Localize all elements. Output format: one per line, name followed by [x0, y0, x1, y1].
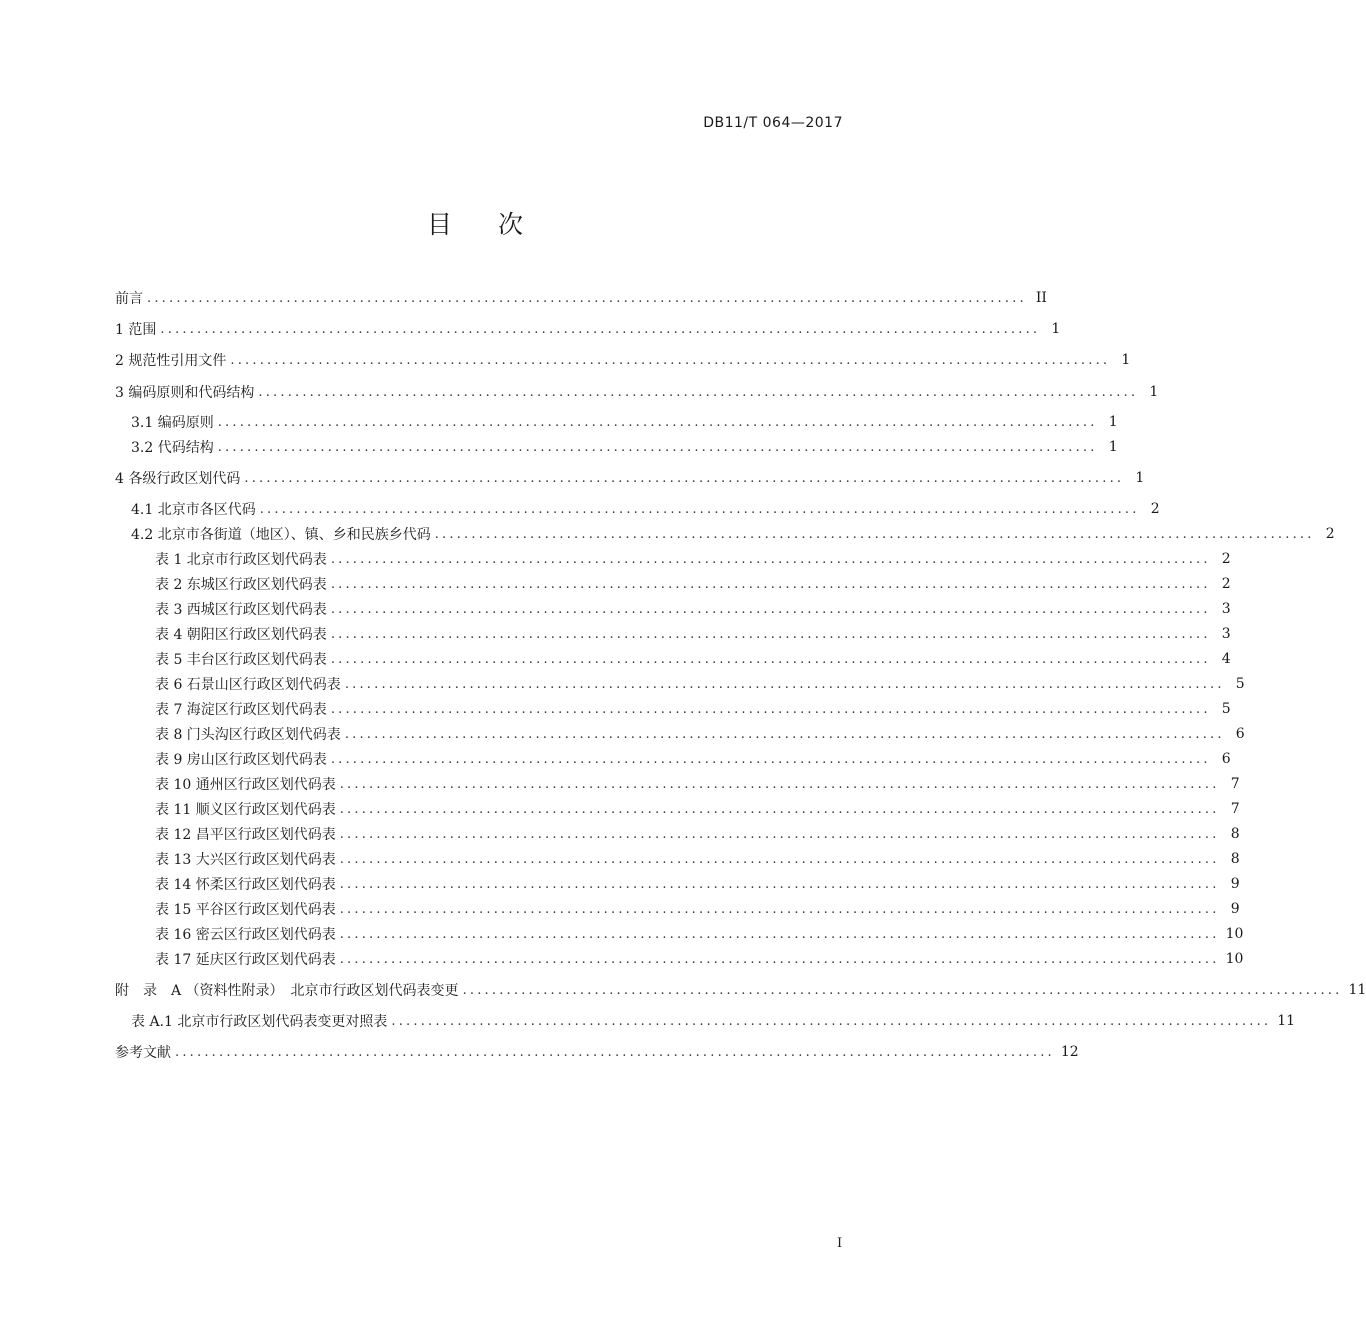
toc-entry-table-11[interactable]	[115, 797, 1240, 821]
dot-leader: ........................................................................................................................	[244, 470, 1125, 486]
toc-entry-label: 1 范围	[115, 322, 157, 338]
dot-leader: ........................................................................................................................	[339, 901, 1220, 917]
toc-entry-page: 3	[1221, 601, 1231, 617]
dot-leader: ........................................................................................................................	[344, 676, 1225, 692]
toc-entry-page: 1	[1121, 352, 1131, 368]
toc-entry-table-4[interactable]	[115, 622, 1231, 646]
toc-entry-label: 4.1 北京市各区代码	[131, 502, 256, 518]
toc-entry-page: 9	[1230, 901, 1240, 917]
dot-leader: ........................................................................................................................	[339, 801, 1220, 817]
toc-entry-label: 表 16 密云区行政区划代码表	[155, 927, 336, 943]
dot-leader: ........................................................................................................................	[344, 726, 1225, 742]
toc-entry-page: 3	[1221, 626, 1231, 642]
toc-entry-4-1[interactable]	[115, 497, 1160, 521]
title-char-1: 目	[426, 210, 452, 239]
toc-entry-table-6[interactable]	[115, 672, 1245, 696]
toc-entry-page: 2	[1325, 526, 1335, 542]
toc-entry-page: 11	[1277, 1013, 1296, 1029]
toc-entry-page: 11	[1348, 982, 1366, 998]
toc-entry-label: 3 编码原则和代码结构	[115, 385, 255, 401]
toc-entry-label: 表 8 门头沟区行政区划代码表	[155, 727, 341, 743]
dot-leader: ........................................................................................................................	[339, 851, 1220, 867]
toc-entry-page: 8	[1230, 826, 1240, 842]
toc-entry-label: 表 14 怀柔区行政区划代码表	[155, 877, 336, 893]
dot-leader: ........................................................................................................................	[230, 352, 1111, 368]
dot-leader: ........................................................................................................................	[339, 876, 1220, 892]
toc-entry-table-2[interactable]	[115, 572, 1231, 596]
toc-entry-table-16[interactable]	[115, 922, 1244, 946]
dot-leader: ........................................................................................................................	[462, 982, 1343, 998]
dot-leader: ........................................................................................................................	[160, 321, 1041, 337]
dot-leader: ........................................................................................................................	[147, 290, 1027, 306]
toc-entry-bibliography[interactable]	[115, 1040, 1079, 1064]
toc-entry-table-14[interactable]	[115, 872, 1240, 896]
toc-entry-page: 6	[1235, 726, 1245, 742]
toc-entry-label: 表 2 东城区行政区划代码表	[155, 577, 327, 593]
toc-entry-table-15[interactable]	[115, 897, 1240, 921]
toc-entry-table-9[interactable]	[115, 747, 1231, 771]
toc-entry-table-3[interactable]	[115, 597, 1231, 621]
toc-entry-scope[interactable]	[115, 317, 1061, 341]
toc-entry-page: 1	[1149, 384, 1159, 400]
toc-entry-label: 参考文献	[115, 1045, 171, 1061]
toc-entry-page: 7	[1230, 801, 1240, 817]
dot-leader: ........................................................................................................................	[391, 1013, 1272, 1029]
toc-entry-label: 表 3 西城区行政区划代码表	[155, 602, 327, 618]
dot-leader: ........................................................................................................................	[330, 576, 1211, 592]
toc-entry-label: 3.1 编码原则	[131, 415, 214, 431]
dot-leader: ........................................................................................................................	[259, 501, 1140, 517]
toc-entry-label: 表 4 朝阳区行政区划代码表	[155, 627, 327, 643]
toc-entry-label: 前言	[115, 291, 143, 307]
toc-entry-label: 2 规范性引用文件	[115, 353, 227, 369]
toc-entry-label: 表 7 海淀区行政区划代码表	[155, 702, 327, 718]
page-title	[0, 205, 950, 241]
dot-leader: ........................................................................................................................	[330, 701, 1211, 717]
toc-entry-label: 表 13 大兴区行政区划代码表	[155, 852, 336, 868]
toc-entry-page: 2	[1150, 501, 1160, 517]
toc-entry-label: 4 各级行政区划代码	[115, 471, 241, 487]
dot-leader: ........................................................................................................................	[330, 751, 1211, 767]
toc-entry-label: 表 5 丰台区行政区划代码表	[155, 652, 327, 668]
toc-entry-4-2[interactable]	[115, 522, 1335, 546]
toc-entry-label: 表 A.1 北京市行政区划代码表变更对照表	[131, 1014, 388, 1030]
toc-entry-label: 表 15 平谷区行政区划代码表	[155, 902, 336, 918]
standard-code: DB11/T 064—2017	[703, 115, 843, 131]
toc-entry-page: 5	[1221, 701, 1231, 717]
toc-entry-page: 1	[1135, 470, 1145, 486]
toc-entry-label: 4.2 北京市各街道（地区）、镇、乡和民族乡代码	[131, 527, 431, 543]
toc-entry-3-1[interactable]	[115, 410, 1118, 434]
dot-leader: ........................................................................................................................	[339, 826, 1220, 842]
toc-entry-table-12[interactable]	[115, 822, 1240, 846]
toc-entry-page: 8	[1230, 851, 1240, 867]
toc-entry-table-17[interactable]	[115, 947, 1244, 971]
toc-entry-page: 6	[1221, 751, 1231, 767]
toc-entry-page: 7	[1230, 776, 1240, 792]
toc-entry-table-a1[interactable]	[115, 1009, 1296, 1033]
toc-entry-3-2[interactable]	[115, 435, 1118, 459]
toc-entry-page: 1	[1108, 414, 1118, 430]
toc-entry-table-5[interactable]	[115, 647, 1231, 671]
toc-entry-page: 4	[1221, 651, 1231, 667]
toc-entry-page: 12	[1060, 1044, 1079, 1060]
toc-entry-page: 10	[1225, 926, 1244, 942]
toc-entry-page: II	[1035, 290, 1047, 306]
toc-entry-page: 5	[1235, 676, 1245, 692]
toc-entry-page: 1	[1108, 439, 1118, 455]
dot-leader: ........................................................................................................................	[339, 926, 1220, 942]
title-char-2: 次	[498, 210, 524, 239]
toc-entry-appendix-a[interactable]	[115, 978, 1366, 1002]
toc-entry-label: 表 1 北京市行政区划代码表	[155, 552, 327, 568]
toc-entry-normative-references[interactable]	[115, 348, 1131, 372]
toc-entry-table-1[interactable]	[115, 547, 1231, 571]
toc-entry-page: 1	[1051, 321, 1061, 337]
toc-entry-table-13[interactable]	[115, 847, 1240, 871]
dot-leader: ........................................................................................................................	[434, 526, 1315, 542]
toc-entry-page: 2	[1221, 551, 1231, 567]
dot-leader: ........................................................................................................................	[217, 414, 1098, 430]
dot-leader: ........................................................................................................................	[330, 551, 1211, 567]
toc-entry-label: 表 9 房山区行政区划代码表	[155, 752, 327, 768]
toc-entry-division-codes[interactable]	[115, 466, 1145, 490]
dot-leader: ........................................................................................................................	[330, 626, 1211, 642]
dot-leader: ........................................................................................................................	[175, 1044, 1055, 1060]
toc-entry-page: 2	[1221, 576, 1231, 592]
toc-entry-page: 10	[1225, 951, 1244, 967]
toc-entry-table-10[interactable]	[115, 772, 1240, 796]
toc-entry-label: 附 录 A （资料性附录） 北京市行政区划代码表变更	[115, 983, 459, 999]
toc-entry-foreword[interactable]	[115, 286, 1047, 310]
dot-leader: ........................................................................................................................	[330, 651, 1211, 667]
dot-leader: ........................................................................................................................	[330, 601, 1211, 617]
toc-entry-label: 3.2 代码结构	[131, 440, 214, 456]
toc-entry-table-8[interactable]	[115, 722, 1245, 746]
toc-entry-coding-principles[interactable]	[115, 380, 1159, 404]
toc-entry-label: 表 12 昌平区行政区划代码表	[155, 827, 336, 843]
toc-entry-label: 表 6 石景山区行政区划代码表	[155, 677, 341, 693]
dot-leader: ........................................................................................................................	[258, 384, 1139, 400]
toc-entry-label: 表 10 通州区行政区划代码表	[155, 777, 336, 793]
page-number: I	[837, 1236, 843, 1251]
toc-entry-label: 表 17 延庆区行政区划代码表	[155, 952, 336, 968]
dot-leader: ........................................................................................................................	[339, 951, 1220, 967]
toc-entry-label: 表 11 顺义区行政区划代码表	[155, 802, 336, 818]
toc-entry-page: 9	[1230, 876, 1240, 892]
dot-leader: ........................................................................................................................	[339, 776, 1220, 792]
dot-leader: ........................................................................................................................	[217, 439, 1098, 455]
toc-entry-table-7[interactable]	[115, 697, 1231, 721]
